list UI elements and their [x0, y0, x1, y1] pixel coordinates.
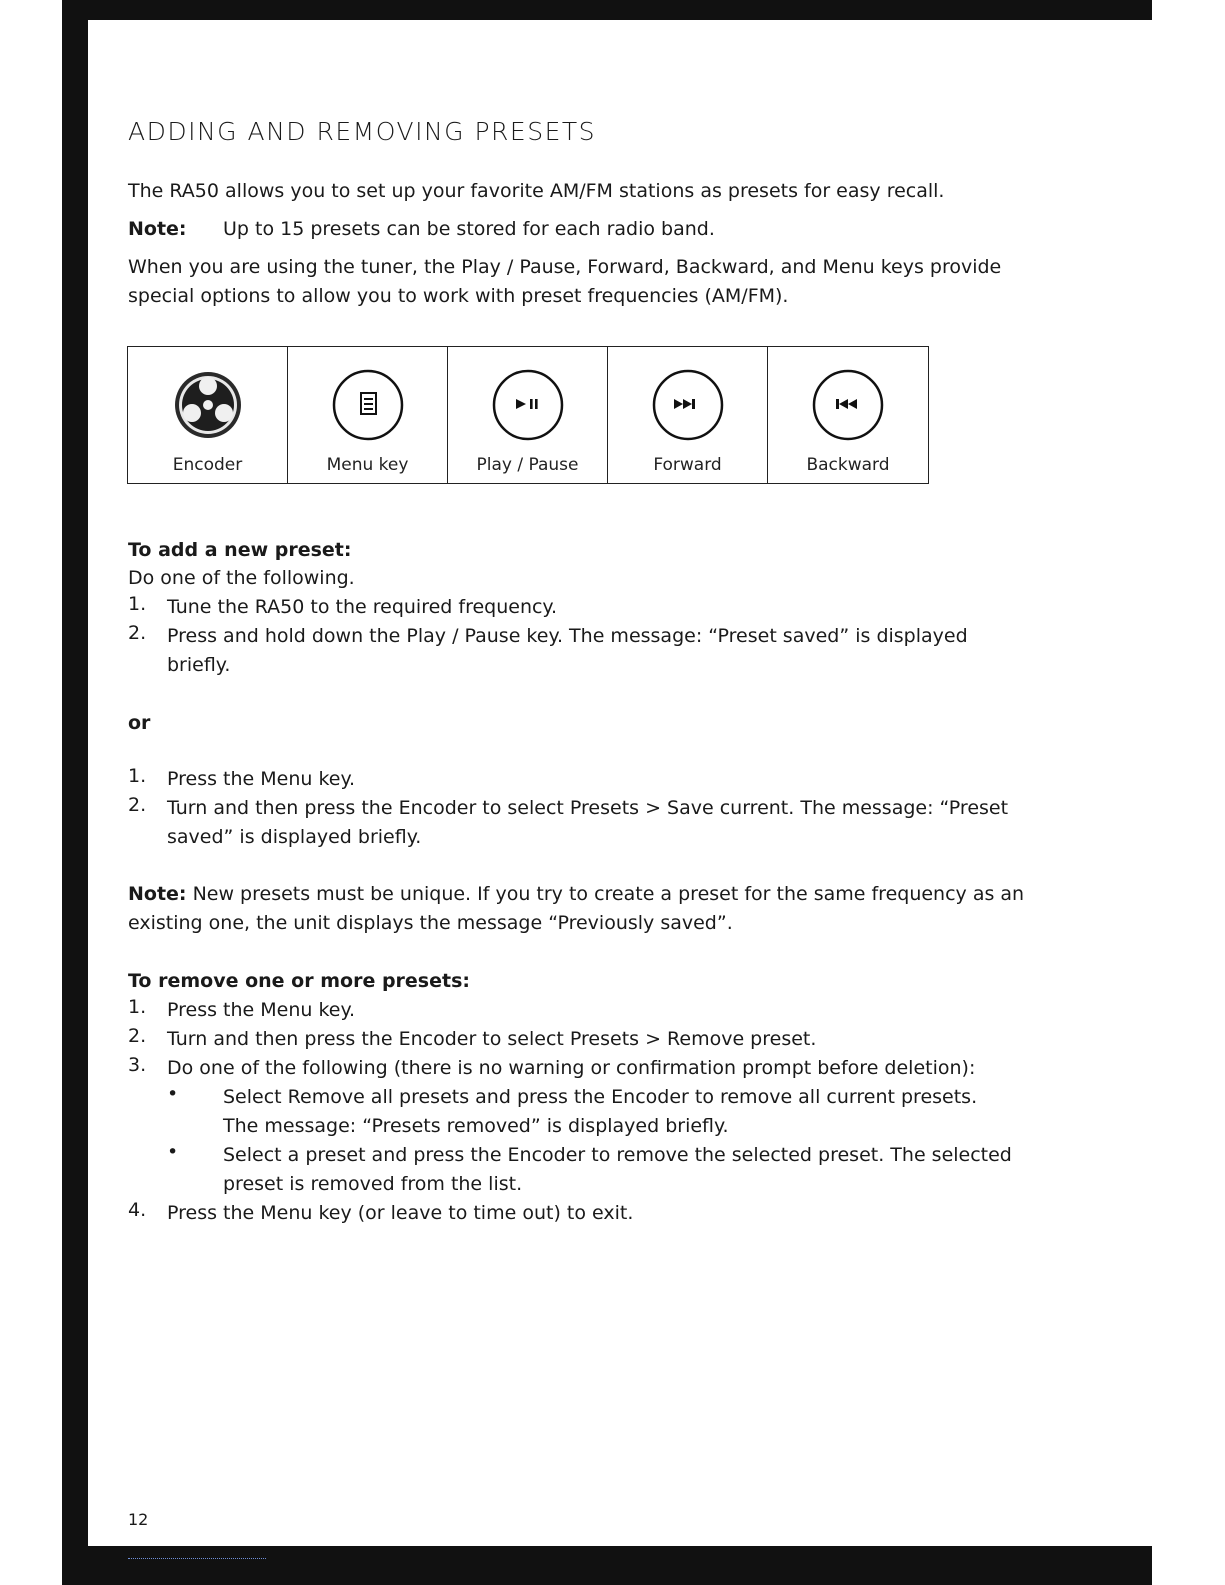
- bullet-1-line2: The message: “Presets removed” is displayed briefly.: [223, 1115, 729, 1137]
- step-number: 4.: [128, 1199, 147, 1221]
- alt-step-1-text: Press the Menu key.: [167, 768, 356, 790]
- key-cell-forward: [608, 347, 768, 483]
- key-label-menu: Menu key: [326, 455, 409, 475]
- step-number: 1.: [128, 765, 147, 787]
- menu-key-icon: [332, 369, 404, 441]
- step-number: 2.: [128, 622, 147, 644]
- key-label-play-pause: Play / Pause: [476, 455, 579, 475]
- note-label: Note:: [128, 218, 187, 240]
- or-separator: or: [128, 712, 151, 734]
- remove-step-4-text: Press the Menu key (or leave to time out) to exit.: [167, 1202, 634, 1224]
- page-frame-left: [62, 0, 88, 1585]
- note-unique-line2: existing one, the unit displays the message “Previously saved”.: [128, 912, 733, 934]
- remove-step-3-text: Do one of the following (there is no warning or confirmation prompt before deletion):: [167, 1057, 976, 1079]
- bullet-dot: •: [167, 1083, 179, 1105]
- page-number: 12: [128, 1510, 149, 1529]
- note-unique-line1: [128, 880, 1024, 908]
- keys-paragraph-line1: When you are using the tuner, the Play / Pause, Forward, Backward, and Menu keys provide: [128, 256, 1002, 278]
- play-pause-icon: [492, 369, 564, 441]
- backward-icon: [812, 369, 884, 441]
- keys-paragraph-line2: special options to allow you to work with preset frequencies (AM/FM).: [128, 285, 789, 307]
- note-text: Up to 15 presets can be stored for each radio band.: [223, 218, 715, 240]
- page-frame-bottom: [62, 1546, 1152, 1585]
- add-preset-heading: To add a new preset:: [128, 539, 352, 561]
- alt-step-2-text-line2: saved” is displayed briefly.: [167, 826, 422, 848]
- page-frame-top: [62, 0, 1152, 20]
- key-reference-table: [127, 346, 929, 484]
- key-cell-backward: [768, 347, 928, 483]
- key-cell-play-pause: [448, 347, 608, 483]
- key-cell-encoder: [128, 347, 288, 483]
- add-preset-lead: Do one of the following.: [128, 567, 355, 589]
- step-number: 1.: [128, 593, 147, 615]
- add-step-2-text-line2: briefly.: [167, 654, 231, 676]
- encoder-icon: [172, 369, 244, 441]
- remove-preset-heading: To remove one or more presets:: [128, 970, 470, 992]
- bullet-2-line1: Select a preset and press the Encoder to remove the selected preset. The selected: [223, 1144, 1012, 1166]
- remove-step-1-text: Press the Menu key.: [167, 999, 356, 1021]
- key-label-backward: Backward: [806, 455, 890, 475]
- bullet-dot: •: [167, 1141, 179, 1163]
- intro-text: The RA50 allows you to set up your favorite AM/FM stations as presets for easy recall.: [128, 180, 945, 202]
- bullet-1-line1: Select Remove all presets and press the Encoder to remove all current presets.: [223, 1086, 978, 1108]
- remove-step-2-text: Turn and then press the Encoder to select Presets > Remove preset.: [167, 1028, 817, 1050]
- note-label: Note:: [128, 883, 187, 905]
- alt-step-2-text-line1: Turn and then press the Encoder to select Presets > Save current. The message: “Preset: [167, 797, 1009, 819]
- key-label-forward: Forward: [653, 455, 722, 475]
- add-step-1-text: Tune the RA50 to the required frequency.: [167, 596, 558, 618]
- footer-dotted-line: [128, 1558, 266, 1559]
- key-cell-menu: [288, 347, 448, 483]
- step-number: 2.: [128, 794, 147, 816]
- key-label-encoder: Encoder: [172, 455, 243, 475]
- page-title: ADDING AND REMOVING PRESETS: [128, 117, 597, 146]
- step-number: 1.: [128, 996, 147, 1018]
- add-step-2-text-line1: Press and hold down the Play / Pause key. The message: “Preset saved” is displayed: [167, 625, 968, 647]
- step-number: 3.: [128, 1054, 147, 1076]
- forward-icon: [652, 369, 724, 441]
- bullet-2-line2: preset is removed from the list.: [223, 1173, 523, 1195]
- step-number: 2.: [128, 1025, 147, 1047]
- note-unique-text: New presets must be unique. If you try to create a preset for the same frequency as an: [186, 883, 1025, 905]
